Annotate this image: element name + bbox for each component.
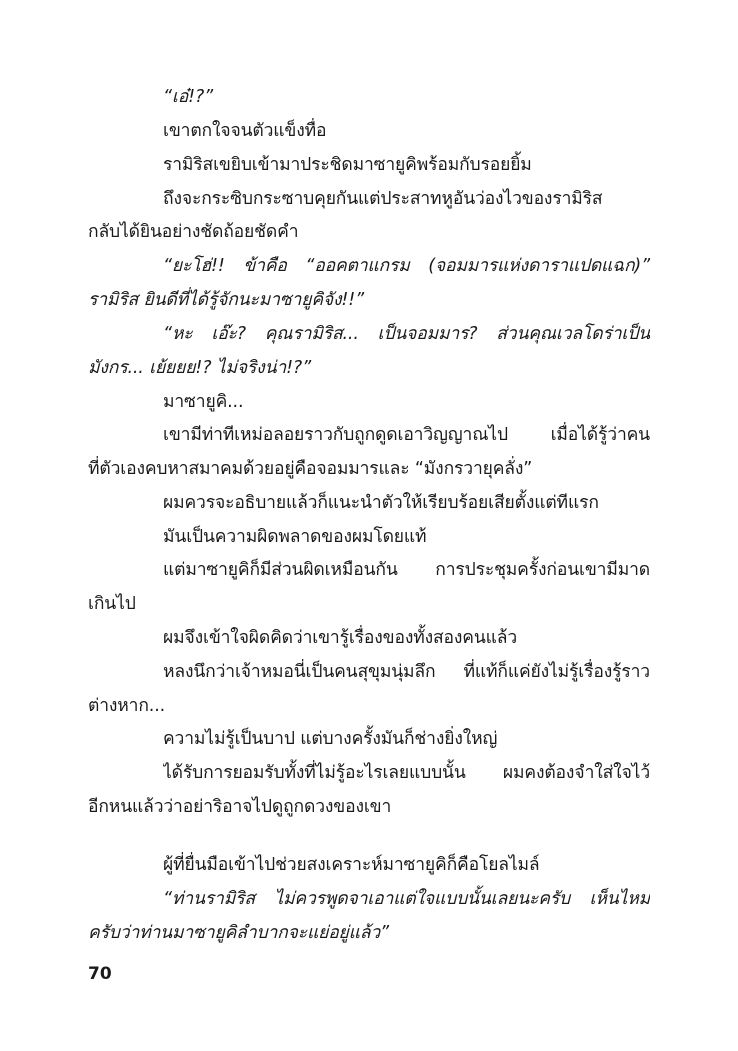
text-line: “เอ๋!?” <box>163 87 214 107</box>
text-line: มันเป็นความผิดพลาดของผมโดยแท้ <box>163 527 427 547</box>
text-line: รามิริสเขยิบเข้ามาประชิดมาซายูคิพร้อมกับรอยยิ้ม <box>163 155 532 175</box>
text-line: ได้รับการยอมรับทั้งที่ไม่รู้อะไรเลยแบบนั้น ผมคงต้องจำใส่ใจไว้ <box>163 763 650 783</box>
text-line: กลับได้ยินอย่างชัดถ้อยชัดคำ <box>88 222 299 242</box>
text-line: เขาตกใจจนตัวแข็งทื่อ <box>163 121 327 141</box>
text-line: ความไม่รู้เป็นบาป แต่บางครั้งมันก็ช่างยิ่งใหญ่ <box>163 729 498 749</box>
text-line: “ยะโฮ่!! ข้าคือ “ออคตาแกรม (จอมมารแห่งดาราแปดแฉก)” <box>163 256 650 276</box>
text-line: รามิริส ยินดีที่ได้รู้จักนะมาซายูคิจัง!!” <box>88 290 365 310</box>
text-line: มาซายูคิ... <box>163 392 244 412</box>
text-line: “ท่านรามิริส ไม่ควรพูดจาเอาแต่ใจแบบนั้นเลยนะครับ เห็นไหม <box>163 889 650 909</box>
text-line: แต่มาซายูคิก็มีส่วนผิดเหมือนกัน การประชุมครั้งก่อนเขามีมาด <box>163 560 650 580</box>
text-line: “หะ เอ๊ะ? คุณรามิริส... เป็นจอมมาร? ส่วนคุณเวลโดร่าเป็น <box>163 324 650 344</box>
text-line: หลงนึกว่าเจ้าหมอนี่เป็นคนสุขุมนุ่มลึก ที่แท้ก็แค่ยังไม่รู้เรื่องรู้ราว <box>163 662 650 682</box>
text-line: ผมควรจะอธิบายแล้วก็แนะนำตัวให้เรียบร้อยเสียตั้งแต่ทีแรก <box>163 493 599 513</box>
text-line: อีกหนแล้วว่าอย่าริอาจไปดูถูกดวงของเขา <box>88 797 392 817</box>
text-line: ผมจึงเข้าใจผิดคิดว่าเขารู้เรื่องของทั้งสองคนแล้ว <box>163 628 518 648</box>
text-line: ครับว่าท่านมาซายูคิลำบากจะแย่อยู่แล้ว” <box>88 923 389 943</box>
text-line: ต่างหาก... <box>88 696 166 716</box>
text-line: ที่ตัวเองคบหาสมาคมด้วยอยู่คือจอมมารและ “มังกรวายุคลั่ง” <box>88 459 533 479</box>
text-line: มังกร... เย้ยยย!? ไม่จริงน่า!?” <box>88 358 311 378</box>
text-line: ถึงจะกระซิบกระซาบคุยกันแต่ประสาทหูอันว่องไวของรามิริส <box>163 189 603 209</box>
text-line: เขามีท่าทีเหม่อลอยราวกับถูกดูดเอาวิญญาณไป เมื่อได้รู้ว่าคน <box>163 425 650 445</box>
text-line: ผู้ที่ยื่นมือเข้าไปช่วยสงเคราะห์มาซายูคิก็คือโยลไมล์ <box>163 855 540 875</box>
text-line: เกินไป <box>88 594 136 614</box>
page-number: 70 <box>88 964 112 984</box>
